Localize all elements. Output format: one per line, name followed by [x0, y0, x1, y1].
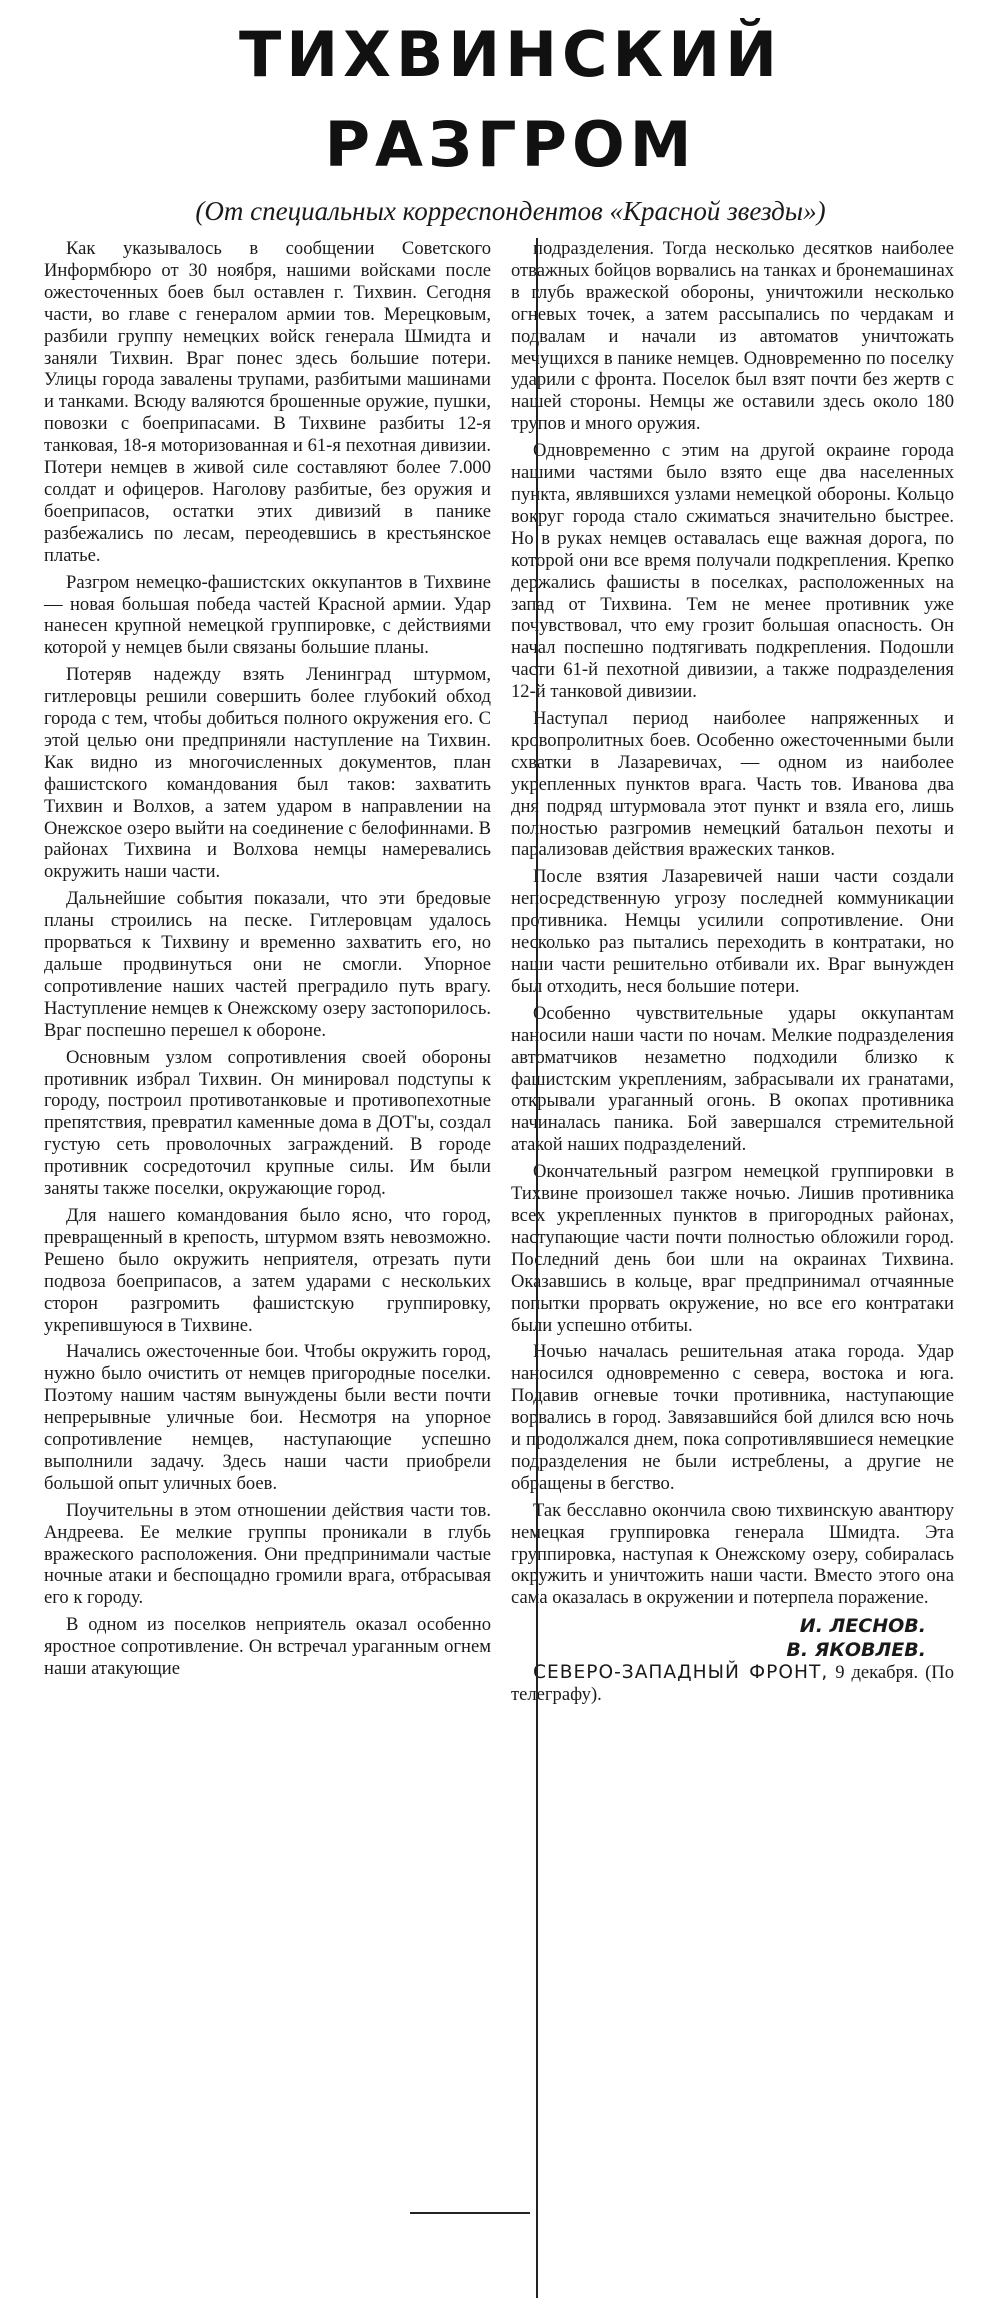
paragraph: В одном из поселков неприятель оказал особенно яростное сопротивление. Он встречал ураганным огнем наши атакующие: [44, 1614, 491, 1680]
signature-block: [511, 1614, 954, 1706]
column-divider: [536, 238, 538, 2298]
paragraph: Для нашего командования было ясно, что город, превращенный в крепость, штурмом взять невозможно. Решено было окружить неприятеля, отрезать пути подвоза боеприпасов, а затем ударами с нескольких сторон разгромить фашистскую группировку, укрепившуюся в Тихвине.: [44, 1204, 491, 1336]
dateline: [511, 1662, 954, 1706]
article-byline: (От специальных корреспондентов «Красной звезды»): [195, 196, 826, 226]
paragraph: подразделения. Тогда несколько десятков наиболее отважных бойцов ворвались на танках и бронемашинах в глубь вражеской обороны, уничтожили несколько огневых точек, а затем рассыпались по чердакам и подвалам и начали из автоматов уничтожать мечущихся в панике немцев. Одновременно по поселку ударили с фронта. Поселок был взят почти без жертв с нашей стороны. Немцы же оставили здесь около 180 трупов и много оружия.: [511, 238, 954, 435]
paragraph: После взятия Лазаревичей наши части создали непосредственную угрозу последней коммуникации противника. Немцы усилили сопротивление. Они несколько раз пытались переходить в контратаки, но наши части решительно отбивали их. Враг вынужден был отходить, неся большие потери.: [511, 866, 954, 997]
article-headline: ТИХВИНСКИЙ РАЗГРОМ: [239, 18, 782, 181]
paragraph: Поучительны в этом отношении действия части тов. Андреева. Ее мелкие группы проникали в глубь вражеского расположения. Они предпринимали частые ночные атаки и беспощадно громили врага, отбрасывая его к городу.: [44, 1499, 491, 1609]
paragraph: Окончательный разгром немецкой группировки в Тихвине произошел также ночью. Лишив противника всех укрепленных пунктов в пригородных районах, наступающие части почти полностью обложили город. Последний день бои шли на окраинах Тихвина. Оказавшись в кольце, враг предпринимал отчаянные попытки прорвать окружение, но все его контратаки были успешно отбиты.: [511, 1161, 954, 1336]
paragraph: Ночью началась решительная атака города. Удар наносился одновременно с севера, востока и юга. Подавив огневые точки противника, наступающие ворвались в город. Завязавшийся бой длился всю ночь и продолжался днем, пока сопротивлявшиеся немецкие подразделения не были истреблены, а другие не обращены в бегство.: [511, 1341, 954, 1494]
paragraph: Дальнейшие события показали, что эти бредовые планы строились на песке. Гитлеровцам удалось прорваться к Тихвину и временно захватить его, но дальше продвинуться они не смогли. Упорное сопротивление наших частей преградило путь врагу. Наступление немцев к Онежскому озеру застопорилось. Враг поспешно перешел к обороне.: [44, 888, 491, 1041]
paragraph: Начались ожесточенные бои. Чтобы окружить город, нужно было очистить от немцев пригородные поселки. Поэтому нашим частям вынуждены были вести почти непрерывные уличные бои. Несмотря на упорное сопротивление немцев, наступающие успешно выполнили задачу. Здесь наши части приобрели большой опыт уличных боев.: [44, 1341, 491, 1494]
paragraph: Разгром немецко-фашистских оккупантов в Тихвине — новая большая победа частей Красной армии. Удар нанесен крупной немецкой группировке, с действиями которой у немцев были связаны большие планы.: [44, 571, 491, 659]
paragraph: Особенно чувствительные удары оккупантам наносили наши части по ночам. Мелкие подразделения автоматчиков незаметно подходили близко к фашистским укреплениям, забрасывали их гранатами, открывали ураганный огонь. В окопах противника начиналась паника. Бой завершался стремительной атакой наших подразделений.: [511, 1002, 954, 1156]
paragraph: Как указывалось в сообщении Советского Информбюро от 30 ноября, нашими войсками после ожесточенных боев был оставлен г. Тихвин. Сегодня части, во главе с генералом армии тов. Мерецковым, разбили группу немецких войск генерала Шмидта и заняли Тихвин. Враг понес здесь большие потери. Улицы города завалены трупами, разбитыми машинами и танками. Всюду валяются брошенные оружие, пушки, повозки с боеприпасами. В Тихвине разбиты 12-я танковая, 18-я моторизованная и 61-я пехотная дивизии. Потери немцев в живой силе составляют более 7.000 солдат и офицеров. Наголову разбитые, без оружия и боеприпасов, остатки этих дивизий в панике разбежались по лесам, переодевшись в крестьянское платье.: [44, 238, 491, 566]
dateline-place: СЕВЕРО-ЗАПАДНЫЙ ФРОНТ,: [533, 1662, 829, 1684]
paragraph: Наступал период наиболее напряженных и кровопролитных боев. Особенно ожесточенными были схватки в Лазаревичах, — одном из наиболее укрепленных пунктов врага. Часть тов. Иванова два дня подряд штурмовала этот пункт и взяла его, лишь полностью разгромив немецкий батальон пехоты и парализовав действия вражеских танков.: [511, 708, 954, 861]
dateline-date: 9 декабря. (По телеграфу).: [511, 1662, 954, 1706]
right-column: [499, 238, 954, 1711]
paragraph: Потеряв надежду взять Ленинград штурмом, гитлеровцы решили совершить более глубокий обход города с тем, чтобы добиться полного окружения его. С этой целью они предприняли наступление на Тихвин. Как видно из многочисленных документов, план фашистского командования был таков: захватить Тихвин и Волхов, а затем ударом в направлении на Онежское озеро выйти на соединение с белофиннами. В районах Тихвина и Волхова немцы намеревались окружить наши части.: [44, 664, 491, 883]
paragraph: Основным узлом сопротивления своей обороны противник избрал Тихвин. Он минировал подступы к городу, построил противотанковые и противопехотные препятствия, превратил каменные дома в ДОТ'ы, создал густую сеть проволочных заграждений. В городе противник сосредоточил крупные силы. Им были заняты также поселки, окружающие город.: [44, 1046, 491, 1200]
paragraph: Так бесславно окончила свою тихвинскую авантюру немецкая группировка генерала Шмидта. Эта группировка, наступая к Онежскому озеру, собиралась окружить и уничтожить наши части. Вместо этого она сама оказалась в окружении и потерпела поражение.: [511, 1499, 954, 1609]
paragraph: Одновременно с этим на другой окраине города нашими частями было взято еще два населенных пункта, являвшихся узлами немецкой обороны. Кольцо вокруг города стало сжиматься значительно быстрее. Но в руках немцев оставалась еще важная дорога, по которой они все время получали подкрепления. Крепко держались фашисты в поселках, расположенных на запад от Тихвина. Тем не менее противник уже почувствовал, что ему грозит большая опасность. Он начал поспешно подтягивать подкрепления. Подошли части 61-й пехотной дивизии, а также подразделения 12-й танковой дивизии.: [511, 440, 954, 703]
author-name: В. ЯКОВЛЕВ.: [786, 1639, 926, 1662]
article-body: [44, 238, 977, 1711]
bottom-divider: [410, 2212, 530, 2214]
left-column: [44, 238, 499, 1711]
author-name: И. ЛЕСНОВ.: [799, 1615, 926, 1638]
